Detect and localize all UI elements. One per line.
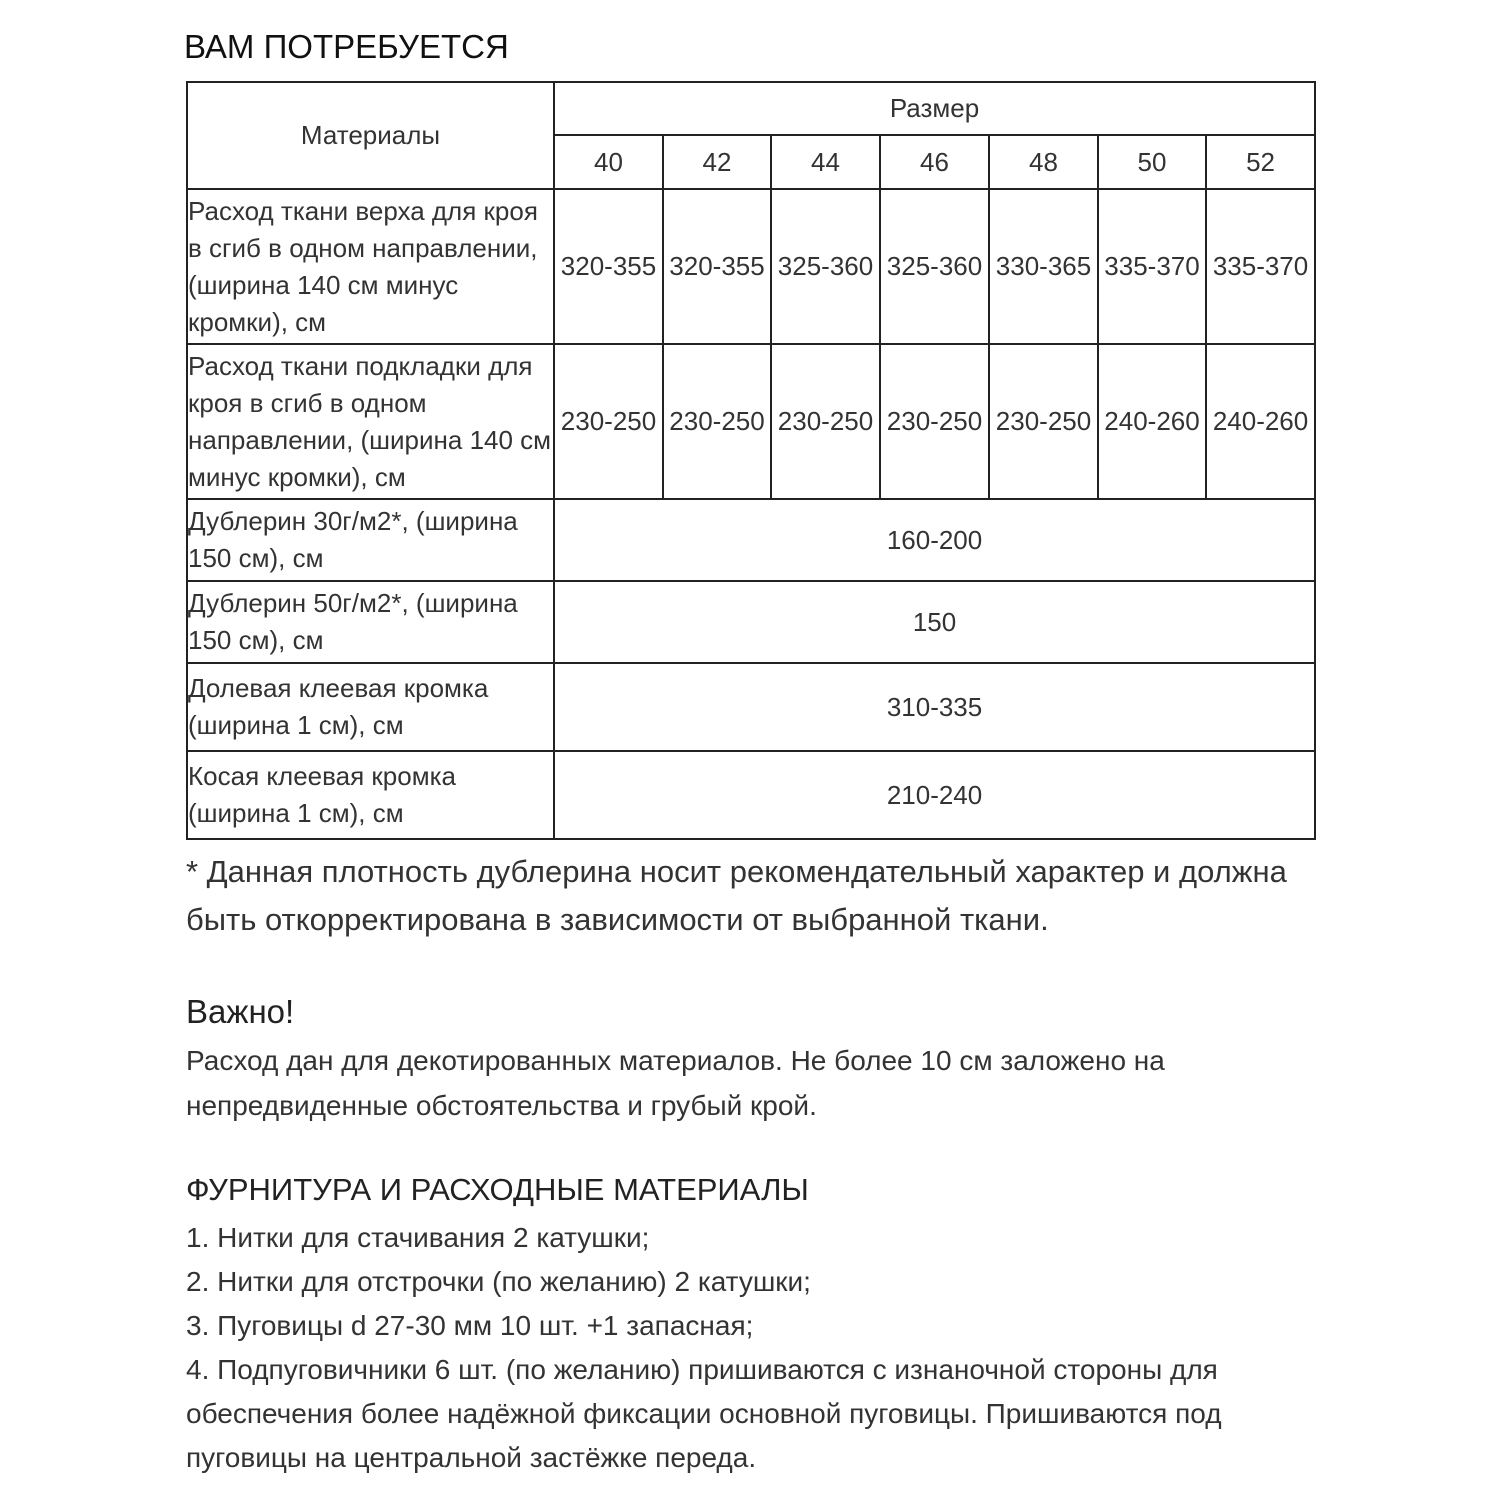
- page-title: ВАМ ПОТРЕБУЕТСЯ: [184, 28, 509, 65]
- cell-value: 335-370: [1098, 189, 1206, 344]
- table-row: [187, 499, 1315, 581]
- list-item: 2. Нитки для отстрочки (по желанию) 2 катушки;: [186, 1266, 811, 1297]
- list-item: 4. Подпуговичники 6 шт. (по желанию) пришиваются с изнаночной стороны для обеспечения более надёжной фиксации основной пуговицы. Пришиваются под пуговицы на центральной застёжке переда.: [186, 1354, 1222, 1473]
- size-header: Размер: [554, 82, 1315, 135]
- important-title: Важно!: [186, 993, 295, 1030]
- cell-value: 320-355: [663, 189, 771, 344]
- size-col: 46: [880, 135, 989, 189]
- table-row: [187, 189, 1315, 344]
- cell-value: 320-355: [554, 189, 663, 344]
- size-col: 40: [554, 135, 663, 189]
- row-label: Долевая клеевая кромка (ширина 1 см), см: [187, 663, 554, 751]
- hardware-title: ФУРНИТУРА И РАСХОДНЫЕ МАТЕРИАЛЫ: [186, 1172, 809, 1207]
- materials-table: [186, 81, 1316, 840]
- table-row: [187, 663, 1315, 751]
- row-label: Расход ткани подкладки для кроя в сгиб в одном направлении, (ширина 140 см минус кромки), см: [187, 344, 554, 499]
- cell-value: 240-260: [1098, 344, 1206, 499]
- table-row: [187, 751, 1315, 839]
- table-row: [187, 344, 1315, 499]
- cell-value: 160-200: [554, 499, 1315, 581]
- cell-value: 325-360: [771, 189, 880, 344]
- size-col: 50: [1098, 135, 1206, 189]
- footnote: * Данная плотность дублерина носит рекомендательный характер и должна быть откорректирована в зависимости от выбранной ткани.: [186, 854, 1287, 937]
- size-col: 42: [663, 135, 771, 189]
- cell-value: 230-250: [989, 344, 1098, 499]
- table-row: [187, 581, 1315, 663]
- cell-value: 210-240: [554, 751, 1315, 839]
- cell-value: 230-250: [554, 344, 663, 499]
- list-item: 1. Нитки для стачивания 2 катушки;: [186, 1222, 650, 1253]
- cell-value: 230-250: [771, 344, 880, 499]
- row-label: Расход ткани верха для кроя в сгиб в одном направлении, (ширина 140 см минус кромки), см: [187, 189, 554, 344]
- materials-header: Материалы: [187, 82, 554, 189]
- row-label: Дублерин 30г/м2*, (ширина 150 см), см: [187, 499, 554, 581]
- row-label: Дублерин 50г/м2*, (ширина 150 см), см: [187, 581, 554, 663]
- size-col: 44: [771, 135, 880, 189]
- cell-value: 335-370: [1206, 189, 1315, 344]
- cell-value: 230-250: [663, 344, 771, 499]
- cell-value: 230-250: [880, 344, 989, 499]
- cell-value: 150: [554, 581, 1315, 663]
- header-row: [187, 82, 1315, 135]
- row-label: Косая клеевая кромка (ширина 1 см), см: [187, 751, 554, 839]
- cell-value: 330-365: [989, 189, 1098, 344]
- list-item: 3. Пуговицы d 27-30 мм 10 шт. +1 запасная;: [186, 1310, 754, 1341]
- hardware-list: [186, 1216, 1336, 1480]
- size-col: 48: [989, 135, 1098, 189]
- cell-value: 310-335: [554, 663, 1315, 751]
- cell-value: 325-360: [880, 189, 989, 344]
- cell-value: 240-260: [1206, 344, 1315, 499]
- size-col: 52: [1206, 135, 1315, 189]
- important-text: Расход дан для декотированных материалов. Не более 10 см заложено на непредвиденные обстоятельства и грубый крой.: [186, 1045, 1165, 1121]
